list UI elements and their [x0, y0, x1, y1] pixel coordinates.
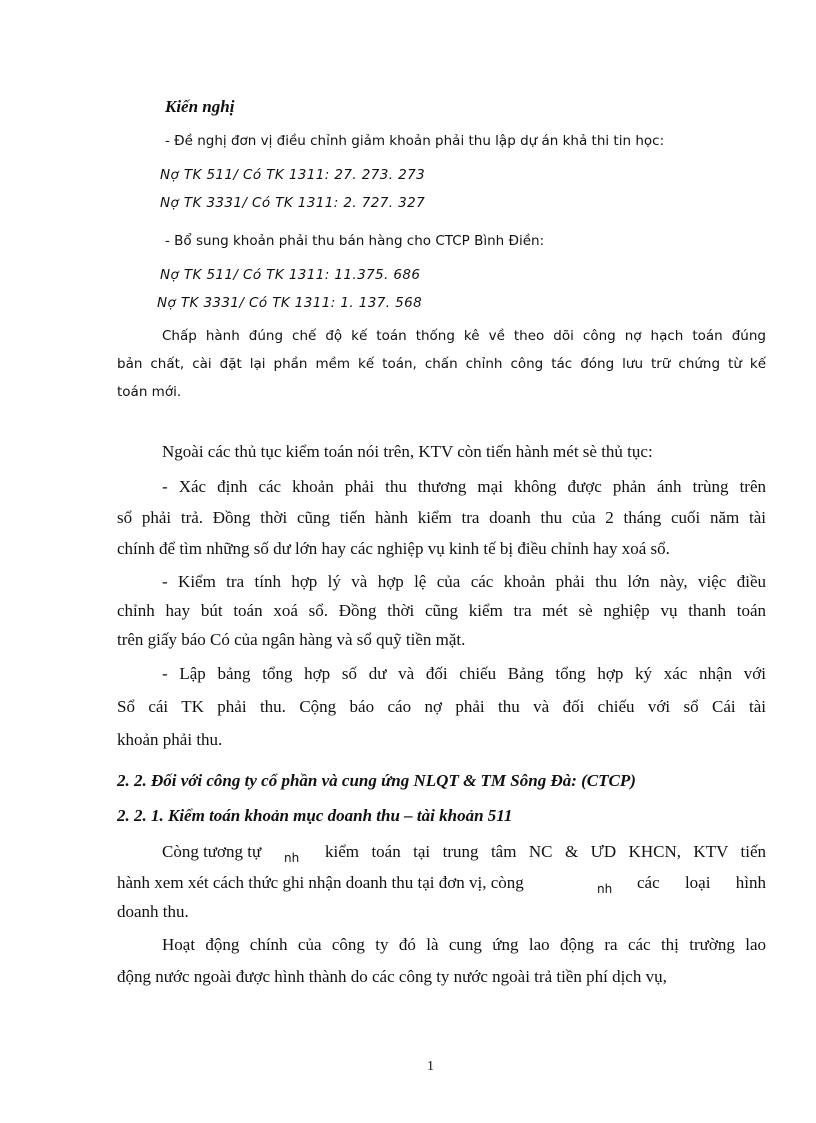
page-number: 1 [427, 1059, 434, 1074]
recommendation-line: - Đề nghị đơn vị điều chỉnh giảm khoản phải thu lập dự án khả thi tin học: [165, 133, 665, 149]
paragraph-line: các loại hình [637, 873, 766, 892]
paragraph-line: khoản phải thu. [117, 730, 223, 749]
journal-entry: Nợ TK 3331/ Có TK 1311: 1. 137. 568 [157, 295, 423, 311]
journal-entry: Nợ TK 511/ Có TK 1311: 27. 273. 273 [160, 167, 426, 183]
subsection-heading: 2. 2. 1. Kiểm toán khoản mục doanh thu – tài khoản 511 [117, 806, 513, 825]
journal-entry: Nợ TK 511/ Có TK 1311: 11.375. 686 [160, 267, 421, 283]
inline-note: nh [597, 882, 613, 896]
paragraph-line: doanh thu. [117, 902, 189, 921]
recommendation-line: - Bổ sung khoản phải thu bán hàng cho CTCP Bình Điền: [165, 233, 545, 249]
paragraph-line: - Lập bảng tổng hợp số dư và đối chiếu Bảng tổng hợp ký xác nhận với [162, 664, 766, 683]
paragraph-line: sổ phải trả. Đồng thời cũng tiến hành kiểm tra doanh thu của 2 tháng cuối năm tài [117, 508, 766, 527]
section-heading: 2. 2. Đối với công ty cổ phần và cung ứng NLQT & TM Sông Đà: (CTCP) [117, 771, 636, 790]
paragraph-line: Sổ cái TK phải thu. Cộng báo cáo nợ phải thu và đối chiếu với sổ Cái tài [117, 697, 766, 716]
paragraph-line: động nước ngoài được hình thành do các công ty nước ngoài trả tiền phí dịch vụ, [117, 967, 667, 986]
paragraph-line: - Xác định các khoản phải thu thương mại không được phản ánh trùng trên [162, 477, 766, 496]
paragraph-line: Còng tương tự [162, 842, 262, 861]
paragraph-line: toán mới. [117, 384, 182, 400]
journal-entry: Nợ TK 3331/ Có TK 1311: 2. 727. 327 [160, 195, 426, 211]
paragraph-line: trên giấy báo Có của ngân hàng và sổ quỹ tiền mặt. [117, 630, 466, 649]
recommendation-heading: Kiến nghị [165, 97, 235, 116]
paragraph-line: bản chất, cài đặt lại phần mềm kế toán, chấn chỉnh công tác đóng lưu trữ chứng từ kế [117, 356, 766, 372]
paragraph-line: chính để tìm những số dư lớn hay các nghiệp vụ kinh tế bị điều chỉnh hay xoá sổ. [117, 539, 670, 558]
paragraph-line: kiểm toán tại trung tâm NC & ƯD KHCN, KTV tiến [325, 842, 766, 861]
paragraph-line: chỉnh hay bút toán xoá sổ. Đồng thời cũng kiểm tra mét sè nghiệp vụ thanh toán [117, 601, 766, 620]
paragraph-line: Chấp hành đúng chế độ kế toán thống kê về theo dõi công nợ hạch toán đúng [162, 328, 766, 344]
inline-note: nh [284, 851, 300, 865]
paragraph-line: - Kiểm tra tính hợp lý và hợp lệ của các khoản phải thu lớn này, việc điều [162, 572, 766, 591]
paragraph-line: Hoạt động chính của công ty đó là cung ứng lao động ra các thị trường lao [162, 935, 766, 954]
procedures-intro: Ngoài các thủ tục kiểm toán nói trên, KTV còn tiến hành mét sè thủ tục: [162, 442, 653, 461]
paragraph-line: hành xem xét cách thức ghi nhận doanh thu tại đơn vị, còng [117, 873, 524, 892]
